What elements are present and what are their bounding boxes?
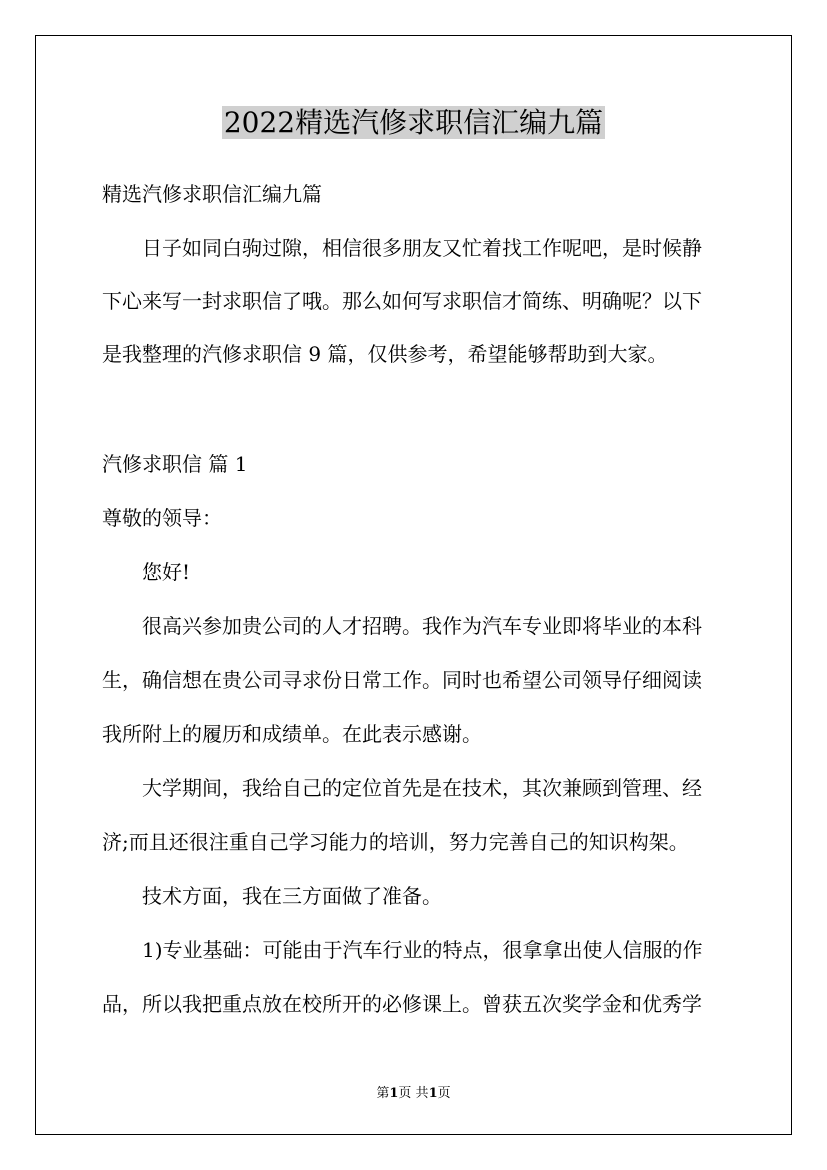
document-title-text: 2022精选汽修求职信汇编九篇: [223, 106, 604, 139]
footer-page-total: 1: [428, 1086, 438, 1101]
intro-line-1: 日子如同白驹过隙，相信很多朋友又忙着找工作呢吧，是时候静: [102, 236, 702, 260]
para3: 技术方面，我在三方面做了准备。: [102, 884, 442, 908]
footer-page-prefix: 第: [376, 1086, 390, 1101]
para2-line-1: 大学期间，我给自己的定位首先是在技术，其次兼顾到管理、经: [102, 776, 702, 800]
footer-page-mid: 页 共: [398, 1086, 429, 1101]
greeting: 您好!: [102, 560, 191, 584]
para1-line-3: 我所附上的履历和成绩单。在此表示感谢。: [102, 722, 482, 746]
para2-line-2: 济;而且还很注重自己学习能力的培训，努力完善自己的知识构架。: [102, 830, 689, 854]
document-title: [0, 103, 827, 143]
para1-line-2: 生，确信想在贵公司寻求份日常工作。同时也希望公司领导仔细阅读: [102, 668, 702, 692]
footer-page-current: 1: [389, 1086, 399, 1101]
intro-line-3: 是我整理的汽修求职信 9 篇，仅供参考，希望能够帮助到大家。: [102, 342, 668, 366]
salutation: 尊敬的领导：: [102, 506, 222, 530]
para4-line-1: 1)专业基础：可能由于汽车行业的特点，很拿拿出使人信服的作: [102, 938, 703, 962]
intro-line-2: 下心来写一封求职信了哦。那么如何写求职信才简练、明确呢？以下: [102, 289, 702, 313]
document-subtitle: 精选汽修求职信汇编九篇: [102, 182, 322, 206]
para1-line-1: 很高兴参加贵公司的人才招聘。我作为汽车专业即将毕业的本科: [102, 614, 702, 638]
section-heading: 汽修求职信 篇 1: [102, 452, 248, 476]
page-footer: [0, 1086, 827, 1102]
footer-page-suffix: 页: [437, 1086, 451, 1101]
para4-line-2: 品，所以我把重点放在校所开的必修课上。曾获五次奖学金和优秀学: [102, 992, 702, 1016]
